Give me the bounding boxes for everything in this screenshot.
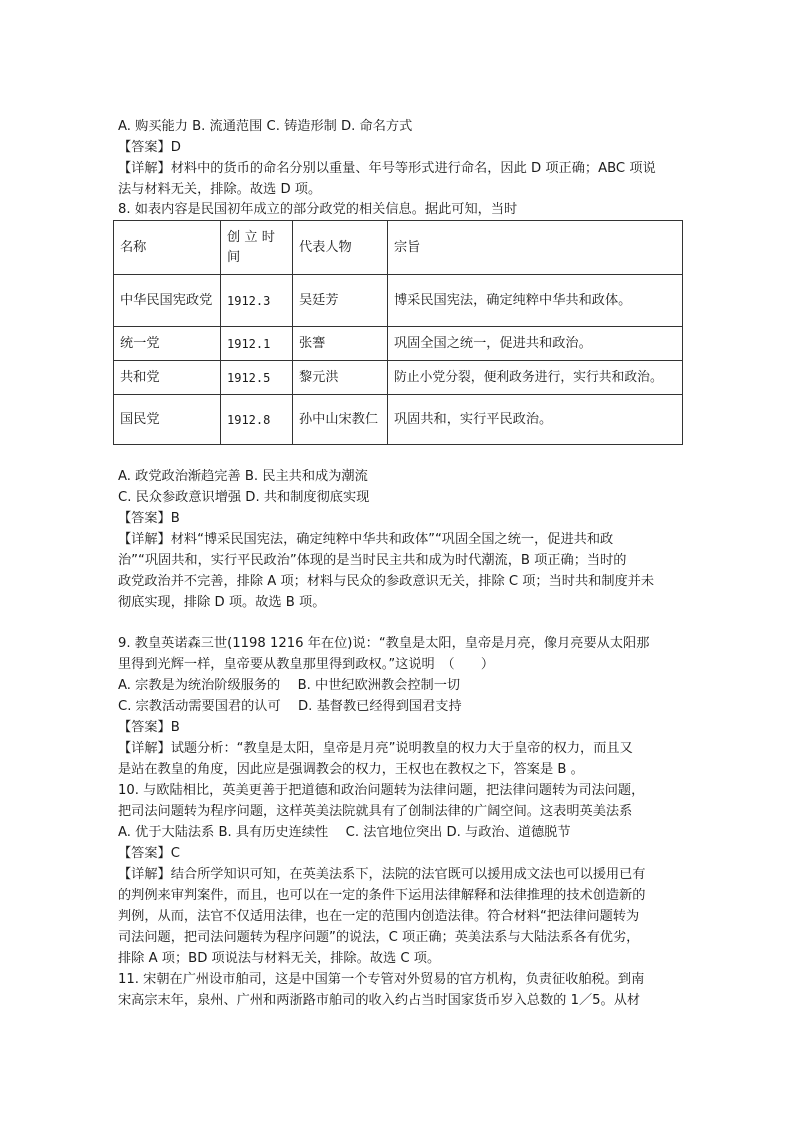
representative-cell: 黎元洪 — [293, 361, 388, 395]
q10-explanation-line-5: 排除 A 项；BD 项说法与材料无关，排除。故选 C 项。 — [118, 951, 441, 966]
party-name-cell: 国民党 — [114, 395, 221, 445]
q7-explanation-line-1: 【详解】材料中的货币的命名分别以重量、年号等形式进行命名，因此 D 项正确；ABC 项说 — [118, 161, 656, 176]
q8-explanation-line-3: 政党政治并不完善，排除 A 项；材料与民众的参政意识无关，排除 C 项；当时共和制度并未 — [118, 574, 655, 589]
q10-explanation-line-4: 司法问题，把司法问题转为程序问题”的说法，C 项正确；英美法系与大陆法系各有优劣， — [118, 930, 640, 945]
purpose-cell: 巩固共和，实行平民政治。 — [388, 395, 683, 445]
purpose-cell: 博采民国宪法，确定纯粹中华共和政体。 — [388, 275, 683, 327]
q8-answer: 【答案】B — [118, 511, 180, 526]
founding-date-cell: 1912.3 — [221, 275, 293, 327]
party-name-cell: 统一党 — [114, 327, 221, 361]
q8-options-line-1: A. 政党政治渐趋完善 B. 民主共和成为潮流 — [118, 469, 368, 484]
q10-options: A. 优于大陆法系 B. 具有历史连续性 C. 法官地位突出 D. 与政治、道德脱节 — [118, 825, 571, 840]
q10-stem-line-2: 把司法问题转为程序问题，这样英美法院就具有了创制法律的广阔空间。这表明英美法系 — [118, 804, 633, 819]
q7-answer: 【答案】D — [118, 140, 181, 155]
representative-cell: 吴廷芳 — [293, 275, 388, 327]
representative-cell: 孙中山宋教仁 — [293, 395, 388, 445]
q8-explanation-line-4: 彻底实现，排除 D 项。故选 B 项。 — [118, 595, 326, 610]
table-row — [114, 275, 683, 327]
table-header-cell: 宗旨 — [388, 221, 683, 275]
q9-stem-line-2: 里得到光辉一样，皇帝要从教皇那里得到政权。”这说明 （ ） — [118, 657, 495, 672]
table-header-cell: 创 立 时间 — [221, 221, 293, 275]
q8-explanation-line-1: 【详解】材料“博采民国宪法，确定纯粹中华共和政体”“巩固全国之统一，促进共和政 — [118, 532, 614, 547]
q8-stem: 8. 如表内容是民国初年成立的部分政党的相关信息。据此可知，当时 — [118, 202, 518, 217]
q11-stem-line-1: 11. 宋朝在广州设市舶司，这是中国第一个专管对外贸易的官方机构，负责征收舶税。到南 — [118, 972, 645, 987]
q9-explanation-line-1: 【详解】试题分析：“教皇是太阳，皇帝是月亮”说明教皇的权力大于皇帝的权力，而且又 — [118, 741, 633, 756]
purpose-cell: 巩固全国之统一，促进共和政治。 — [388, 327, 683, 361]
q9-answer: 【答案】B — [118, 720, 180, 735]
representative-cell: 张謇 — [293, 327, 388, 361]
q9-explanation-line-2: 是站在教皇的角度，因此应是强调教会的权力，王权也在教权之下，答案是 B 。 — [118, 762, 584, 777]
q11-stem-line-2: 宋高宗末年，泉州、广州和两浙路市舶司的收入约占当时国家货币岁入总数的 1／5。从材 — [118, 993, 641, 1008]
q9-options-line-1: A. 宗教是为统治阶级服务的 B. 中世纪欧洲教会控制一切 — [118, 678, 461, 693]
table-header-cell: 代表人物 — [293, 221, 388, 275]
purpose-cell: 防止小党分裂，便利政务进行，实行共和政治。 — [388, 361, 683, 395]
table-row — [114, 395, 683, 445]
q8-explanation-line-2: 治”“巩固共和，实行平民政治”体现的是当时民主共和成为时代潮流，B 项正确；当时的 — [118, 553, 627, 568]
q10-explanation-line-3: 判例，从而，法官不仅适用法律，也在一定的范围内创造法律。符合材料“把法律问题转为 — [118, 909, 640, 924]
q7-options: A. 购买能力 B. 流通范围 C. 铸造形制 D. 命名方式 — [118, 119, 413, 134]
founding-date-cell: 1912.8 — [221, 395, 293, 445]
q9-stem-line-1: 9. 教皇英诺森三世(1198 1216 年在位)说：“教皇是太阳，皇帝是月亮，像月亮要从太阳那 — [118, 636, 650, 651]
q10-explanation-line-2: 的判例来审判案件，而且，也可以在一定的条件下运用法律解释和法律推理的技术创造新的 — [118, 888, 646, 903]
founding-date-cell: 1912.1 — [221, 327, 293, 361]
q7-explanation-line-2: 法与材料无关，排除。故选 D 项。 — [118, 182, 322, 197]
q10-stem-line-1: 10. 与欧陆相比，英美更善于把道德和政治问题转为法律问题，把法律问题转为司法问题， — [118, 783, 645, 798]
party-name-cell: 中华民国宪政党 — [114, 275, 221, 327]
q8-options-line-2: C. 民众参政意识增强 D. 共和制度彻底实现 — [118, 490, 370, 505]
party-info-table — [113, 220, 683, 445]
founding-date-cell: 1912.5 — [221, 361, 293, 395]
table-header-row — [114, 221, 683, 275]
q10-answer: 【答案】C — [118, 846, 180, 861]
table-row — [114, 361, 683, 395]
table-header-cell: 名称 — [114, 221, 221, 275]
table-row — [114, 327, 683, 361]
q10-explanation-line-1: 【详解】结合所学知识可知，在英美法系下，法院的法官既可以援用成文法也可以援用已有 — [118, 867, 646, 882]
q9-options-line-2: C. 宗教活动需要国君的认可 D. 基督教已经得到国君支持 — [118, 699, 462, 714]
party-name-cell: 共和党 — [114, 361, 221, 395]
